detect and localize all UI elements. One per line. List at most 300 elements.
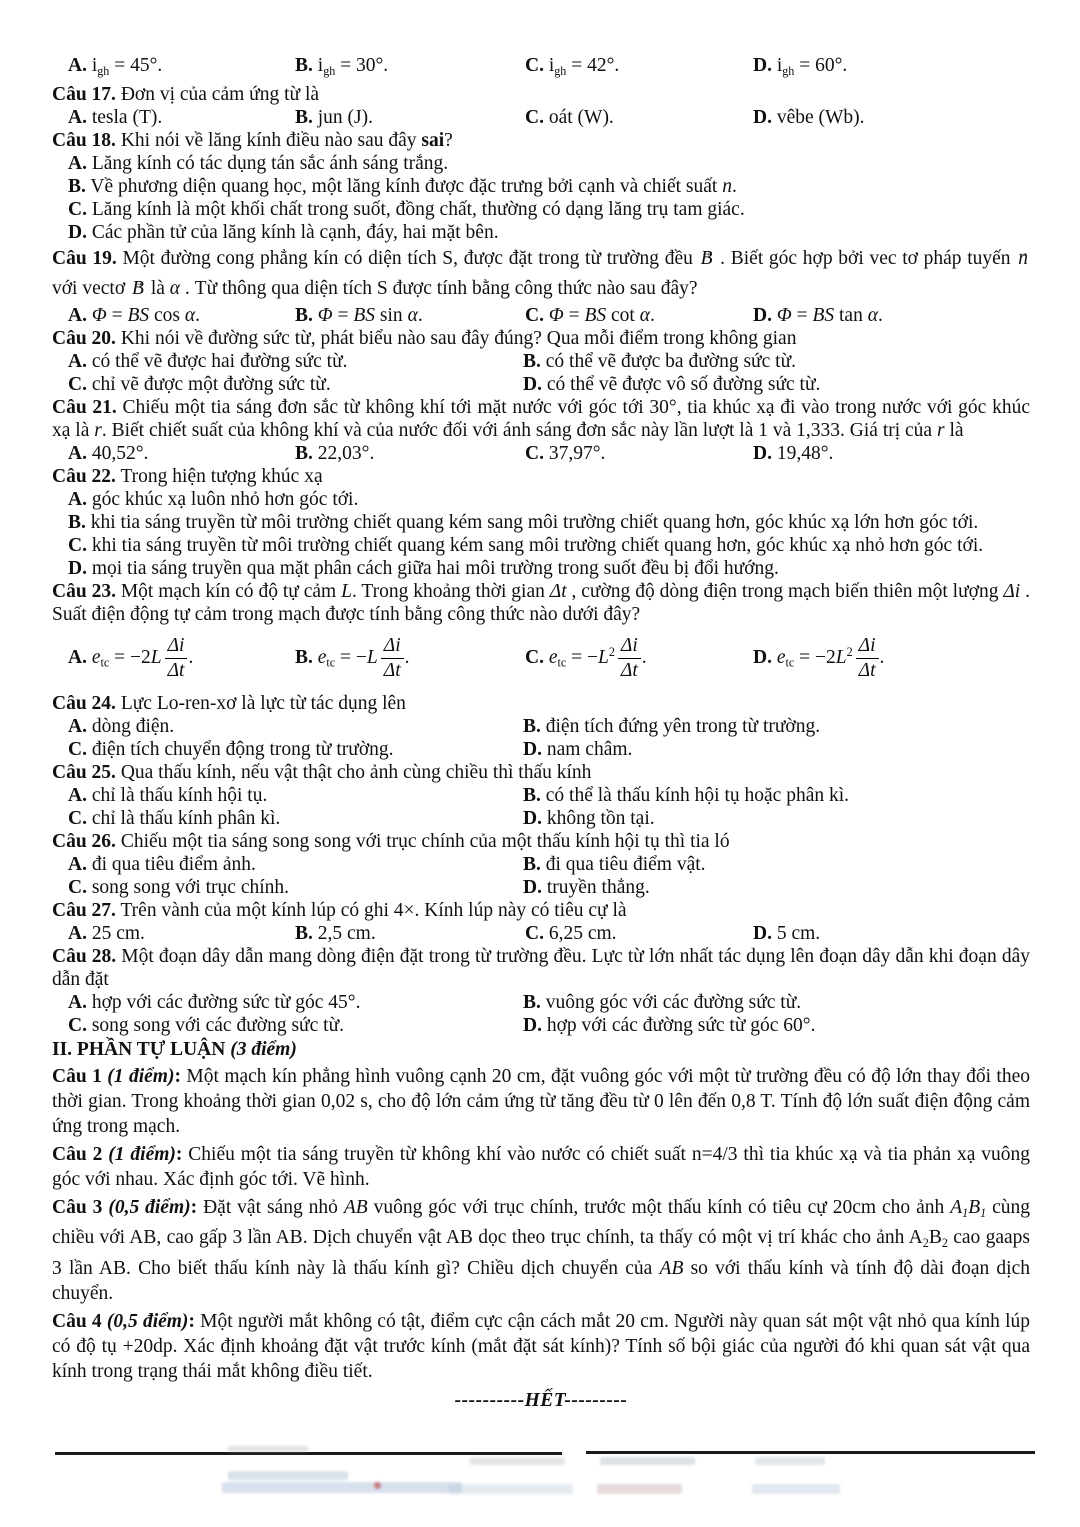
fraction-numerator: Δi (381, 635, 404, 659)
text-segment: có thể vẽ được ba đường sức từ. (545, 350, 797, 372)
question-22-option-a (52, 488, 1030, 511)
scan-artifact (752, 1484, 840, 1494)
text-segment: Chiếu một tia sáng đơn sắc từ không khí tới mặt nước với góc tới 30°, tia khúc xạ đi vào trong nước với góc khúc xạ là (52, 396, 1030, 441)
question-26-stem (52, 830, 1030, 853)
option-label: D. (753, 922, 772, 944)
question-22-option-c (52, 534, 1030, 557)
text-segment: sai (421, 129, 445, 151)
text-segment: = (106, 304, 128, 326)
option-label: B. (523, 350, 541, 372)
question-17-stem (52, 83, 1030, 106)
text-segment: tan (834, 304, 868, 326)
option-label: C. (525, 304, 544, 326)
text-segment: AB (343, 1196, 368, 1218)
text-segment: 2 (608, 645, 615, 660)
answer-option (68, 304, 295, 327)
text-segment: 1 (980, 1205, 987, 1220)
text-segment: B (968, 1196, 981, 1218)
option-label: C. (525, 922, 544, 944)
text-segment: Câu 19. (52, 247, 117, 269)
text-segment: α (639, 304, 650, 326)
text-segment: BS (584, 304, 607, 326)
text-segment: truyền thẳng. (546, 876, 650, 898)
text-segment: tc (557, 655, 567, 670)
text-segment: góc khúc xạ luôn nhỏ hơn góc tới. (91, 488, 359, 510)
question-27-stem (52, 899, 1030, 922)
text-segment: i (548, 55, 555, 76)
answer-option (753, 442, 1030, 465)
answer-option (68, 535, 983, 556)
option-label: C. (68, 534, 87, 556)
text-segment: chỉ là thấu kính phân kì. (91, 807, 281, 829)
answer-option (295, 304, 525, 327)
answer-option (523, 373, 1030, 396)
text-segment: i (776, 55, 783, 76)
text-segment: đi qua tiêu điểm vật. (545, 853, 706, 875)
option-label: C. (68, 807, 87, 829)
text-segment: điện tích chuyển động trong từ trường. (91, 738, 394, 760)
text-segment: cot (606, 304, 640, 326)
text-segment: L (341, 580, 352, 602)
text-segment: AB (659, 1258, 684, 1280)
question-18-option-b (52, 175, 1030, 198)
option-label: B. (68, 511, 86, 533)
text-segment: α (184, 304, 196, 326)
text-segment: i (91, 55, 98, 76)
text-segment: so với thấu kính và tính độ dài đoạn dịch chuyển. (52, 1258, 1030, 1305)
answer-option (523, 784, 1030, 807)
vector-symbol: n → (1016, 244, 1030, 274)
text-segment: A (950, 1196, 963, 1218)
answer-option (68, 442, 295, 465)
text-segment: 1 (962, 1205, 969, 1220)
text-segment: Đặt vật sáng nhỏ (197, 1196, 344, 1218)
vector-symbol: B → (699, 244, 715, 274)
option-label: C. (525, 442, 544, 464)
text-segment: L (835, 646, 847, 668)
question-24-options-cd (52, 738, 1030, 761)
text-segment: : (174, 1065, 181, 1087)
answer-option (295, 922, 525, 945)
text-segment: = (332, 304, 354, 326)
question-20-stem (52, 327, 1030, 350)
option-label: A. (68, 55, 87, 76)
answer-option (68, 558, 779, 579)
answer-option (523, 876, 1030, 899)
option-label: D. (523, 1014, 542, 1036)
text-segment: α (867, 304, 878, 326)
text-segment: Câu 22. (52, 465, 116, 487)
option-label: D. (753, 304, 772, 326)
scan-artifact (597, 1484, 682, 1494)
question-16-options-row (52, 54, 1030, 83)
answer-option (295, 442, 525, 465)
question-24-options-ab (52, 715, 1030, 738)
text-segment: (3 điểm) (230, 1038, 297, 1060)
text-segment: . (649, 304, 655, 326)
answer-option (68, 715, 523, 738)
fraction (856, 635, 879, 682)
option-label: B. (295, 106, 313, 128)
text-segment: điện tích đứng yên trong từ trường. (545, 715, 821, 737)
text-segment: Các phần tử của lăng kính là cạnh, đáy, hai mặt bên. (91, 221, 499, 243)
option-label: C. (68, 198, 87, 220)
option-label: D. (523, 738, 542, 760)
essay-question-1 (52, 1064, 1030, 1139)
scan-artifact (228, 1446, 308, 1452)
text-segment: . (195, 304, 200, 326)
text-segment: Lăng kính có tác dụng tán sắc ánh sáng trắng. (91, 152, 449, 174)
text-segment: jun (J). (317, 106, 374, 128)
text-segment: L (150, 646, 162, 668)
text-segment: = − (566, 646, 598, 668)
text-segment: Câu 28. (52, 945, 117, 967)
text-segment: nam châm. (546, 738, 633, 760)
scan-artifact (228, 1471, 348, 1480)
fraction-denominator: Δt (383, 659, 401, 681)
option-label: B. (68, 175, 86, 197)
question-20-options-ab (52, 350, 1030, 373)
text-segment: . Suất điện động tự cảm trong mạch được tính bằng công thức nào dưới đây? (52, 580, 1030, 625)
question-23-options (52, 635, 1030, 682)
scan-artifact (755, 1457, 825, 1465)
answer-option (68, 373, 523, 396)
answer-option (68, 784, 523, 807)
text-segment: Đơn vị của cảm ứng từ là (115, 83, 320, 105)
section-2-heading (52, 1038, 1030, 1061)
text-segment: (1 điểm) (108, 1143, 176, 1165)
option-label: A. (68, 304, 87, 326)
text-segment: 2 (941, 1236, 948, 1251)
text-segment: có thể vẽ được hai đường sức từ. (91, 350, 348, 372)
text-segment: vêbe (Wb). (776, 106, 865, 128)
text-segment: r (94, 419, 102, 441)
text-segment: . (877, 304, 883, 326)
text-segment: 2 (846, 645, 853, 660)
text-segment: khi tia sáng truyền từ môi trường chiết quang kém sang môi trường chiết quang hơn, góc khúc xạ nhỏ hơn góc tới. (91, 534, 984, 556)
option-label: A. (68, 853, 87, 875)
text-segment: = (563, 304, 585, 326)
fraction (618, 635, 641, 682)
option-label: B. (523, 784, 541, 806)
text-segment: e (548, 646, 558, 668)
text-segment: : (188, 1311, 195, 1333)
text-segment: tc (785, 655, 795, 670)
answer-option (525, 54, 753, 83)
question-27-options (52, 922, 1030, 945)
vector-symbol: B → (130, 274, 146, 304)
question-28-stem (52, 945, 1030, 991)
text-segment: BS (353, 304, 376, 326)
option-label: A. (68, 646, 87, 668)
text-segment: với vectơ (52, 277, 131, 299)
question-18-stem (52, 129, 1030, 152)
option-label: A. (68, 442, 87, 464)
option-label: D. (753, 646, 772, 668)
text-segment: vuông góc với các đường sức từ. (545, 991, 802, 1013)
text-segment: . (879, 646, 885, 668)
answer-option (68, 176, 737, 197)
option-label: A. (68, 991, 87, 1013)
text-segment: (0,5 điểm) (106, 1311, 189, 1333)
text-segment: Câu 25. (52, 761, 116, 783)
answer-option (523, 853, 1030, 876)
text-segment: Về phương diện quang học, một lăng kính được đặc trưng bởi cạnh và chiết suất (90, 175, 723, 197)
text-segment: cos (149, 304, 185, 326)
end-marker (52, 1389, 1030, 1412)
text-segment: hợp với các đường sức từ góc 60°. (546, 1014, 816, 1036)
signature-rule-left (55, 1452, 562, 1455)
question-19-options (52, 304, 1030, 327)
scan-artifact (600, 1457, 695, 1465)
text-segment: Câu 27. (52, 899, 116, 921)
text-segment: Φ (776, 304, 792, 326)
question-22-stem (52, 465, 1030, 488)
answer-option (525, 922, 753, 945)
text-segment: là (145, 277, 170, 299)
text-segment: có thể là thấu kính hội tụ hoặc phân kì. (545, 784, 850, 806)
text-segment: (1 điểm) (107, 1065, 175, 1087)
scan-artifact (374, 1482, 381, 1489)
text-segment: 40,52°. (91, 442, 149, 464)
answer-option (753, 106, 1030, 129)
question-26-options-ab (52, 853, 1030, 876)
text-segment: Một đường cong phẳng kín có diện tích S, được đặt trong từ trường đều (116, 247, 699, 269)
answer-option (68, 635, 295, 682)
text-segment: chỉ là thấu kính hội tụ. (91, 784, 268, 806)
answer-option (68, 222, 499, 243)
text-segment: có thể vẽ được vô số đường sức từ. (546, 373, 821, 395)
option-label: C. (525, 106, 544, 128)
option-label: D. (68, 557, 87, 579)
text-segment: BS (127, 304, 150, 326)
answer-option (68, 807, 523, 830)
option-label: B. (295, 55, 313, 76)
text-segment: = 60°. (794, 55, 848, 76)
text-segment: Câu 4 (52, 1311, 107, 1333)
option-label: C. (68, 876, 87, 898)
text-segment: gh (554, 63, 567, 78)
option-label: A. (68, 715, 87, 737)
text-segment: Khi nói về lăng kính điều nào sau đây (115, 129, 422, 151)
text-segment: L (597, 646, 609, 668)
question-21-options (52, 442, 1030, 465)
text-segment: . (641, 646, 647, 668)
text-segment: i (317, 55, 324, 76)
question-20-options-cd (52, 373, 1030, 396)
text-segment: ? (444, 129, 453, 151)
text-segment: Lăng kính là một khối chất trong suốt, đồng chất, thường có dạng lăng trụ tam giác. (91, 198, 745, 220)
text-segment: cao gaaps 3 lần AB. Cho biết thấu kính này là thấu kính gì? Chiều dịch chuyển của (52, 1227, 1030, 1280)
text-segment: . Biết chiết suất của không khí và của nước đối với ánh sáng đơn sắc này lần lượt là 1 và 1,333. Giá trị của (101, 419, 937, 441)
answer-option (68, 738, 523, 761)
option-label: B. (295, 442, 313, 464)
text-segment: Câu 26. (52, 830, 116, 852)
answer-option (68, 489, 358, 510)
text-segment: Câu 20. (52, 327, 116, 349)
text-segment: e (776, 646, 786, 668)
option-label: D. (753, 106, 772, 128)
fraction-numerator: Δi (856, 635, 879, 659)
text-segment: e (91, 646, 101, 668)
text-segment: II. PHẦN TỰ LUẬN (52, 1038, 231, 1060)
answer-option (525, 635, 753, 682)
option-label: A. (68, 488, 87, 510)
text-segment: . Trong khoảng thời gian (351, 580, 550, 602)
text-segment: e (317, 646, 327, 668)
option-label: B. (295, 304, 313, 326)
option-label: B. (523, 853, 541, 875)
answer-option (68, 991, 523, 1014)
text-segment: gh (782, 63, 795, 78)
text-segment: 19,48°. (776, 442, 834, 464)
fraction-denominator: Δt (858, 659, 876, 681)
text-segment: tc (326, 655, 336, 670)
answer-option (525, 106, 753, 129)
text-segment: song song với trục chính. (91, 876, 290, 898)
answer-option (523, 1014, 1030, 1037)
exam-content (52, 54, 1030, 1412)
answer-option (523, 807, 1030, 830)
scan-artifact (448, 1484, 573, 1494)
text-segment: là (944, 419, 964, 441)
text-segment: song song với các đường sức từ. (91, 1014, 345, 1036)
text-segment: đi qua tiêu điểm ảnh. (91, 853, 256, 875)
fraction-denominator: Δt (620, 659, 638, 681)
text-segment: . (404, 646, 410, 668)
signature-rule-right (586, 1451, 1035, 1454)
fraction (381, 635, 404, 682)
question-23-stem (52, 580, 1030, 626)
text-segment: α (169, 277, 181, 299)
option-label: A. (68, 350, 87, 372)
text-segment: Một mạch kín phẳng hình vuông cạnh 20 cm, đặt vuông góc với một từ trường đều có độ lớn thay đổi theo thời gian. Trong khoảng thời gian 0,02 s, cho độ lớn cảm ứng từ tăng đều từ 0 lên đến 0,8 T. Tính độ lớn suất điện động cảm ứng trong mạch. (52, 1065, 1030, 1137)
text-segment: L (366, 646, 378, 668)
text-segment: Một đoạn dây dẫn mang dòng điện đặt trong từ trường đều. Lực từ lớn nhất tác dụng lên đoạn dây dẫn khi đoạn dây dẫn đặt (52, 945, 1030, 990)
answer-option (753, 635, 1030, 682)
question-24-stem (52, 692, 1030, 715)
text-segment: Φ (91, 304, 107, 326)
answer-option (523, 715, 1030, 738)
answer-option (523, 350, 1030, 373)
text-segment: Δt (549, 580, 567, 602)
question-28-options-cd (52, 1014, 1030, 1037)
text-segment: (0,5 điểm) (108, 1196, 191, 1218)
answer-option (295, 635, 525, 682)
text-segment: Chiếu một tia sáng truyền từ không khí vào nước có chiết suất n=4/3 thì tia khúc xạ và tia phản xạ vuông góc với nhau. Xác định góc tới. Vẽ hình. (52, 1143, 1030, 1190)
option-label: B. (523, 991, 541, 1013)
text-segment: Trong hiện tượng khúc xạ (115, 465, 323, 487)
question-28-options-ab (52, 991, 1030, 1014)
text-segment: oát (W). (548, 106, 614, 128)
answer-option (68, 54, 295, 83)
answer-option (68, 922, 295, 945)
text-segment: = 45°. (109, 55, 163, 76)
question-18-option-a (52, 152, 1030, 175)
question-22-option-d (52, 557, 1030, 580)
option-label: D. (523, 373, 542, 395)
text-segment: . Biết góc hợp bởi vec tơ pháp tuyến (714, 247, 1017, 269)
question-25-stem (52, 761, 1030, 784)
answer-option (295, 54, 525, 83)
fraction-denominator: Δt (167, 659, 185, 681)
text-segment: . (417, 304, 423, 326)
text-segment: BS (812, 304, 835, 326)
text-segment: α (407, 304, 418, 326)
question-25-options-cd (52, 807, 1030, 830)
option-label: D. (523, 876, 542, 898)
option-label: B. (295, 922, 313, 944)
question-18-option-c (52, 198, 1030, 221)
text-segment: Câu 3 (52, 1196, 109, 1218)
text-segment: Câu 24. (52, 692, 116, 714)
text-segment: vuông góc với trục chính, trước một thấu kính có tiêu cự 20cm cho ảnh (367, 1196, 951, 1218)
question-25-options-ab (52, 784, 1030, 807)
text-segment: hợp với các đường sức từ góc 45°. (91, 991, 361, 1013)
text-segment: = 30°. (335, 55, 389, 76)
option-label: D. (753, 442, 772, 464)
essay-question-2 (52, 1142, 1030, 1192)
answer-option (68, 512, 978, 533)
text-segment: Trên vành của một kính lúp có ghi 4×. Kính lúp này có tiêu cự là (115, 899, 627, 921)
answer-option (753, 54, 1030, 83)
text-segment: Δi (1003, 580, 1021, 602)
option-label: A. (68, 152, 87, 174)
text-segment: Câu 1 (52, 1065, 108, 1087)
scan-artifact (222, 1482, 462, 1493)
essay-question-3 (52, 1195, 1030, 1307)
question-18-option-d (52, 221, 1030, 244)
text-segment: . (188, 646, 194, 668)
answer-option (68, 876, 523, 899)
option-label: A. (68, 784, 87, 806)
option-label: D. (523, 807, 542, 829)
option-label: C. (68, 373, 87, 395)
answer-option (68, 853, 523, 876)
text-segment: dòng điện. (91, 715, 175, 737)
answer-option (68, 106, 295, 129)
text-segment: Câu 23. (52, 580, 116, 602)
answer-option (525, 442, 753, 465)
option-label: A. (68, 106, 87, 128)
answer-option (525, 304, 753, 327)
option-label: B. (523, 715, 541, 737)
question-19-stem (52, 244, 1030, 304)
text-segment: gh (323, 63, 336, 78)
option-label: B. (295, 646, 313, 668)
option-label: A. (68, 922, 87, 944)
text-segment: : (190, 1196, 198, 1218)
text-segment: tesla (T). (91, 106, 163, 128)
text-segment: : (175, 1143, 183, 1165)
answer-option (68, 1014, 523, 1037)
text-segment: 2,5 cm. (317, 922, 376, 944)
text-segment: Một người mắt không có tật, điểm cực cận cách mắt 20 cm. Người này quan sát một vật nhỏ qua kính lúp có độ tụ +20dp. Xác định khoảng đặt vật trước kính (mắt đặt sát kính)? Tính số bội giác của người đó khi quan sát vật qua kính trong trạng thái mắt không điều tiết. (52, 1311, 1030, 1383)
text-segment: , cường độ dòng điện trong mạch biến thiên một lượng (566, 580, 1004, 602)
text-segment: Φ (548, 304, 564, 326)
text-segment: Φ (317, 304, 333, 326)
text-segment: = −2 (109, 646, 151, 668)
option-label: C. (525, 55, 544, 76)
text-segment: Chiếu một tia sáng song song với trục chính của một thấu kính hội tụ thì tia ló (115, 830, 730, 852)
text-segment: Câu 2 (52, 1143, 109, 1165)
question-22-option-b (52, 511, 1030, 534)
text-segment: Khi nói về đường sức từ, phát biểu nào sau đây đúng? Qua mỗi điểm trong không gian (115, 327, 797, 349)
text-segment: = 42°. (566, 55, 620, 76)
text-segment: cùng chiều với AB, cao gấp 3 lần AB. Dịch chuyển vật AB dọc theo trục chính, ta thấy có một vị trí khác cho ảnh A (52, 1196, 1031, 1249)
question-21-stem (52, 396, 1030, 442)
answer-option (68, 350, 523, 373)
